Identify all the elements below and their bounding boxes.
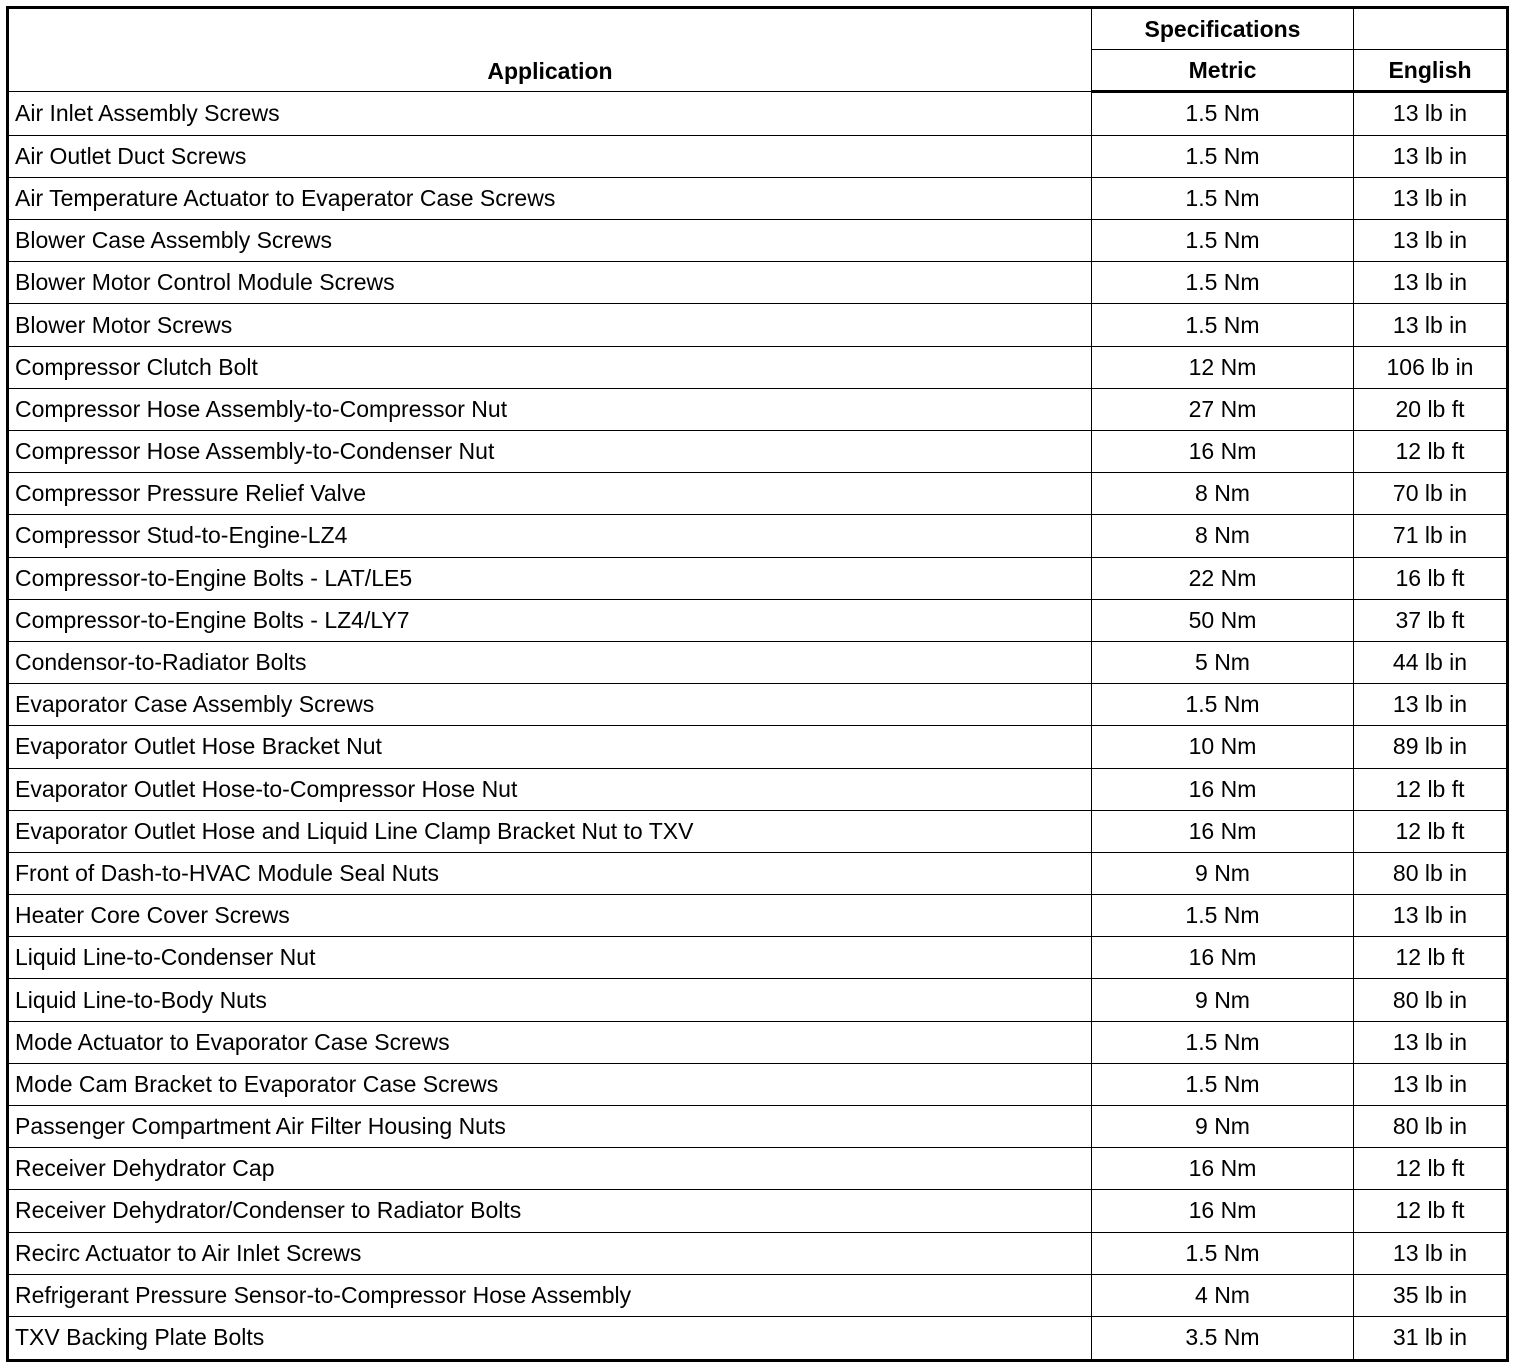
table-row xyxy=(8,852,1508,894)
cell-application: Air Outlet Duct Screws xyxy=(8,135,1092,177)
cell-metric: 1.5 Nm xyxy=(1092,304,1354,346)
cell-english: 12 lb ft xyxy=(1354,431,1508,473)
cell-metric: 16 Nm xyxy=(1092,810,1354,852)
table-row xyxy=(8,431,1508,473)
table-row xyxy=(8,726,1508,768)
cell-application: Compressor Stud-to-Engine-LZ4 xyxy=(8,515,1092,557)
cell-metric: 5 Nm xyxy=(1092,641,1354,683)
table-row xyxy=(8,1148,1508,1190)
cell-application: Blower Motor Control Module Screws xyxy=(8,262,1092,304)
cell-english: 16 lb ft xyxy=(1354,557,1508,599)
cell-metric: 8 Nm xyxy=(1092,473,1354,515)
cell-english: 106 lb in xyxy=(1354,346,1508,388)
cell-english: 12 lb ft xyxy=(1354,1190,1508,1232)
cell-english: 13 lb in xyxy=(1354,262,1508,304)
cell-application: Heater Core Cover Screws xyxy=(8,895,1092,937)
table-row xyxy=(8,1190,1508,1232)
cell-application: Front of Dash-to-HVAC Module Seal Nuts xyxy=(8,852,1092,894)
table-header xyxy=(8,8,1508,92)
cell-metric: 1.5 Nm xyxy=(1092,1232,1354,1274)
table-row xyxy=(8,684,1508,726)
cell-application: Condensor-to-Radiator Bolts xyxy=(8,641,1092,683)
cell-english: 13 lb in xyxy=(1354,304,1508,346)
cell-english: 13 lb in xyxy=(1354,1021,1508,1063)
cell-english: 80 lb in xyxy=(1354,852,1508,894)
cell-metric: 1.5 Nm xyxy=(1092,220,1354,262)
cell-metric: 1.5 Nm xyxy=(1092,684,1354,726)
cell-application: Compressor-to-Engine Bolts - LAT/LE5 xyxy=(8,557,1092,599)
table-row xyxy=(8,1021,1508,1063)
cell-application: Evaporator Outlet Hose Bracket Nut xyxy=(8,726,1092,768)
cell-english: 71 lb in xyxy=(1354,515,1508,557)
table-row xyxy=(8,388,1508,430)
table-row xyxy=(8,768,1508,810)
cell-application: Evaporator Outlet Hose-to-Compressor Hose Nut xyxy=(8,768,1092,810)
cell-metric: 4 Nm xyxy=(1092,1274,1354,1316)
cell-english: 13 lb in xyxy=(1354,177,1508,219)
table-row xyxy=(8,304,1508,346)
cell-application: Mode Cam Bracket to Evaporator Case Screws xyxy=(8,1063,1092,1105)
table-row xyxy=(8,895,1508,937)
header-application: Application xyxy=(8,8,1092,92)
table-row xyxy=(8,262,1508,304)
cell-application: TXV Backing Plate Bolts xyxy=(8,1316,1092,1360)
header-english: English xyxy=(1354,50,1508,92)
cell-english: 70 lb in xyxy=(1354,473,1508,515)
header-empty xyxy=(1354,8,1508,50)
table-row xyxy=(8,177,1508,219)
cell-english: 80 lb in xyxy=(1354,1106,1508,1148)
cell-metric: 10 Nm xyxy=(1092,726,1354,768)
cell-metric: 9 Nm xyxy=(1092,979,1354,1021)
cell-english: 13 lb in xyxy=(1354,92,1508,136)
cell-english: 12 lb ft xyxy=(1354,937,1508,979)
cell-metric: 1.5 Nm xyxy=(1092,1021,1354,1063)
cell-metric: 8 Nm xyxy=(1092,515,1354,557)
cell-metric: 3.5 Nm xyxy=(1092,1316,1354,1360)
cell-application: Air Inlet Assembly Screws xyxy=(8,92,1092,136)
cell-english: 31 lb in xyxy=(1354,1316,1508,1360)
cell-application: Receiver Dehydrator/Condenser to Radiator Bolts xyxy=(8,1190,1092,1232)
table-row xyxy=(8,515,1508,557)
cell-metric: 9 Nm xyxy=(1092,852,1354,894)
cell-english: 80 lb in xyxy=(1354,979,1508,1021)
cell-english: 13 lb in xyxy=(1354,135,1508,177)
cell-metric: 1.5 Nm xyxy=(1092,1063,1354,1105)
cell-metric: 1.5 Nm xyxy=(1092,262,1354,304)
table-row xyxy=(8,473,1508,515)
table-row xyxy=(8,1274,1508,1316)
cell-english: 37 lb ft xyxy=(1354,599,1508,641)
cell-english: 20 lb ft xyxy=(1354,388,1508,430)
cell-metric: 16 Nm xyxy=(1092,1190,1354,1232)
cell-application: Compressor Hose Assembly-to-Condenser Nut xyxy=(8,431,1092,473)
cell-metric: 16 Nm xyxy=(1092,768,1354,810)
cell-english: 35 lb in xyxy=(1354,1274,1508,1316)
header-metric: Metric xyxy=(1092,50,1354,92)
cell-english: 13 lb in xyxy=(1354,1232,1508,1274)
table-row xyxy=(8,810,1508,852)
cell-application: Liquid Line-to-Condenser Nut xyxy=(8,937,1092,979)
table-row xyxy=(8,1106,1508,1148)
cell-application: Compressor Clutch Bolt xyxy=(8,346,1092,388)
cell-application: Evaporator Case Assembly Screws xyxy=(8,684,1092,726)
cell-metric: 16 Nm xyxy=(1092,431,1354,473)
cell-application: Air Temperature Actuator to Evaperator Case Screws xyxy=(8,177,1092,219)
cell-english: 44 lb in xyxy=(1354,641,1508,683)
cell-metric: 22 Nm xyxy=(1092,557,1354,599)
cell-metric: 1.5 Nm xyxy=(1092,135,1354,177)
cell-application: Compressor Hose Assembly-to-Compressor Nut xyxy=(8,388,1092,430)
cell-metric: 27 Nm xyxy=(1092,388,1354,430)
table-row xyxy=(8,937,1508,979)
table-row xyxy=(8,346,1508,388)
table-row xyxy=(8,220,1508,262)
cell-application: Refrigerant Pressure Sensor-to-Compressor Hose Assembly xyxy=(8,1274,1092,1316)
cell-english: 13 lb in xyxy=(1354,684,1508,726)
cell-metric: 1.5 Nm xyxy=(1092,177,1354,219)
cell-english: 13 lb in xyxy=(1354,220,1508,262)
cell-application: Liquid Line-to-Body Nuts xyxy=(8,979,1092,1021)
cell-application: Mode Actuator to Evaporator Case Screws xyxy=(8,1021,1092,1063)
cell-english: 12 lb ft xyxy=(1354,810,1508,852)
table-row xyxy=(8,641,1508,683)
table-row xyxy=(8,1316,1508,1360)
cell-application: Blower Case Assembly Screws xyxy=(8,220,1092,262)
table-row xyxy=(8,979,1508,1021)
cell-application: Recirc Actuator to Air Inlet Screws xyxy=(8,1232,1092,1274)
cell-metric: 16 Nm xyxy=(1092,1148,1354,1190)
header-specifications: Specifications xyxy=(1092,8,1354,50)
cell-english: 12 lb ft xyxy=(1354,768,1508,810)
cell-english: 13 lb in xyxy=(1354,1063,1508,1105)
cell-application: Compressor-to-Engine Bolts - LZ4/LY7 xyxy=(8,599,1092,641)
table-row xyxy=(8,557,1508,599)
cell-metric: 50 Nm xyxy=(1092,599,1354,641)
table-row xyxy=(8,1063,1508,1105)
table-row xyxy=(8,599,1508,641)
cell-english: 12 lb ft xyxy=(1354,1148,1508,1190)
cell-application: Compressor Pressure Relief Valve xyxy=(8,473,1092,515)
table-row xyxy=(8,135,1508,177)
cell-application: Blower Motor Screws xyxy=(8,304,1092,346)
cell-metric: 12 Nm xyxy=(1092,346,1354,388)
cell-metric: 1.5 Nm xyxy=(1092,895,1354,937)
cell-application: Receiver Dehydrator Cap xyxy=(8,1148,1092,1190)
table-body xyxy=(8,92,1508,1361)
table-row xyxy=(8,1232,1508,1274)
cell-english: 13 lb in xyxy=(1354,895,1508,937)
cell-english: 89 lb in xyxy=(1354,726,1508,768)
cell-metric: 9 Nm xyxy=(1092,1106,1354,1148)
table-row xyxy=(8,92,1508,136)
cell-metric: 16 Nm xyxy=(1092,937,1354,979)
cell-application: Passenger Compartment Air Filter Housing Nuts xyxy=(8,1106,1092,1148)
cell-metric: 1.5 Nm xyxy=(1092,92,1354,136)
torque-spec-table xyxy=(6,6,1509,1362)
cell-application: Evaporator Outlet Hose and Liquid Line Clamp Bracket Nut to TXV xyxy=(8,810,1092,852)
